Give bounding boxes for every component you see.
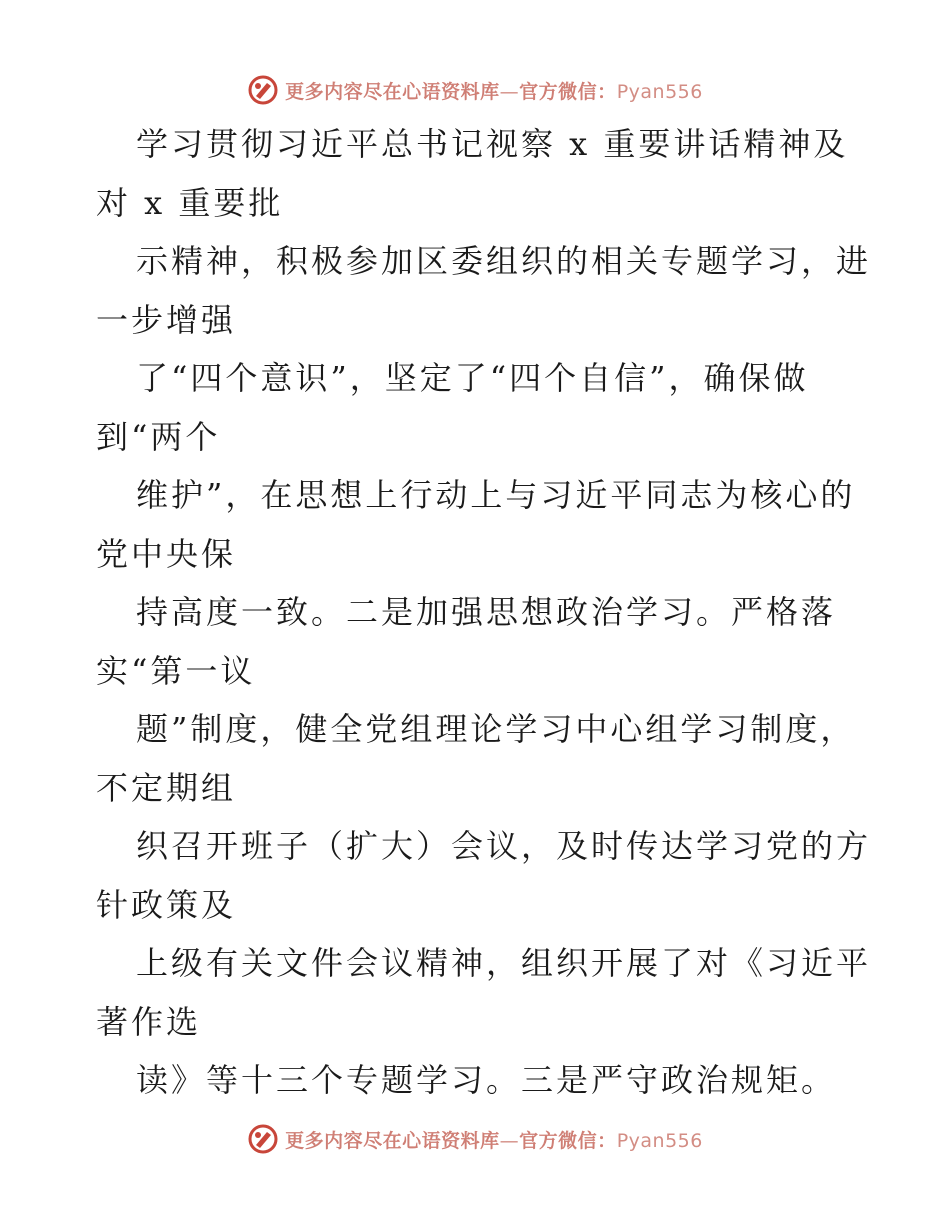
text-line: 持高度一致。二是加强思想政治学习。严格落 [136, 593, 837, 631]
text-line: 题”制度，健全党组理论学习中心组学习制度， [136, 710, 856, 748]
text-line: 织召开班子（扩大）会议，及时传达学习党的方 [136, 827, 872, 865]
brand-logo-icon [247, 1123, 279, 1155]
brand-logo-icon [247, 74, 279, 106]
text-line: 对 x 重要批 [96, 183, 284, 222]
text-line: 读》等十三个专题学习。三是严守政治规矩。 [136, 1061, 837, 1099]
text-line: 上级有关文件会议精神，组织开展了对《习近平 [136, 944, 872, 982]
watermark-text: 更多内容尽在心语资料库—官方微信：Pyan556 [285, 1129, 703, 1152]
text-line: 了“四个意识”，坚定了“四个自信”，确保做 [136, 359, 809, 397]
text-line: 维护”，在思想上行动上与习近平同志为核心的 [136, 476, 856, 514]
text-line: 针政策及 [96, 885, 237, 924]
text-line: 一步增强 [96, 300, 237, 339]
text-line: 不定期组 [96, 768, 237, 807]
text-line: 到“两个 [96, 417, 221, 456]
text-line: 党中央保 [96, 534, 237, 573]
text-line: 学习贯彻习近平总书记视察 x 重要讲话精神及 [136, 125, 849, 163]
footer-watermark-banner [0, 1119, 950, 1159]
watermark-text: 更多内容尽在心语资料库—官方微信：Pyan556 [285, 80, 703, 103]
text-line: 示精神，积极参加区委组织的相关专题学习，进 [136, 242, 872, 280]
document-body [96, 115, 872, 1110]
text-line: 实“第一议 [96, 651, 256, 690]
header-watermark-banner [0, 70, 950, 110]
text-line: 著作选 [96, 1002, 202, 1041]
